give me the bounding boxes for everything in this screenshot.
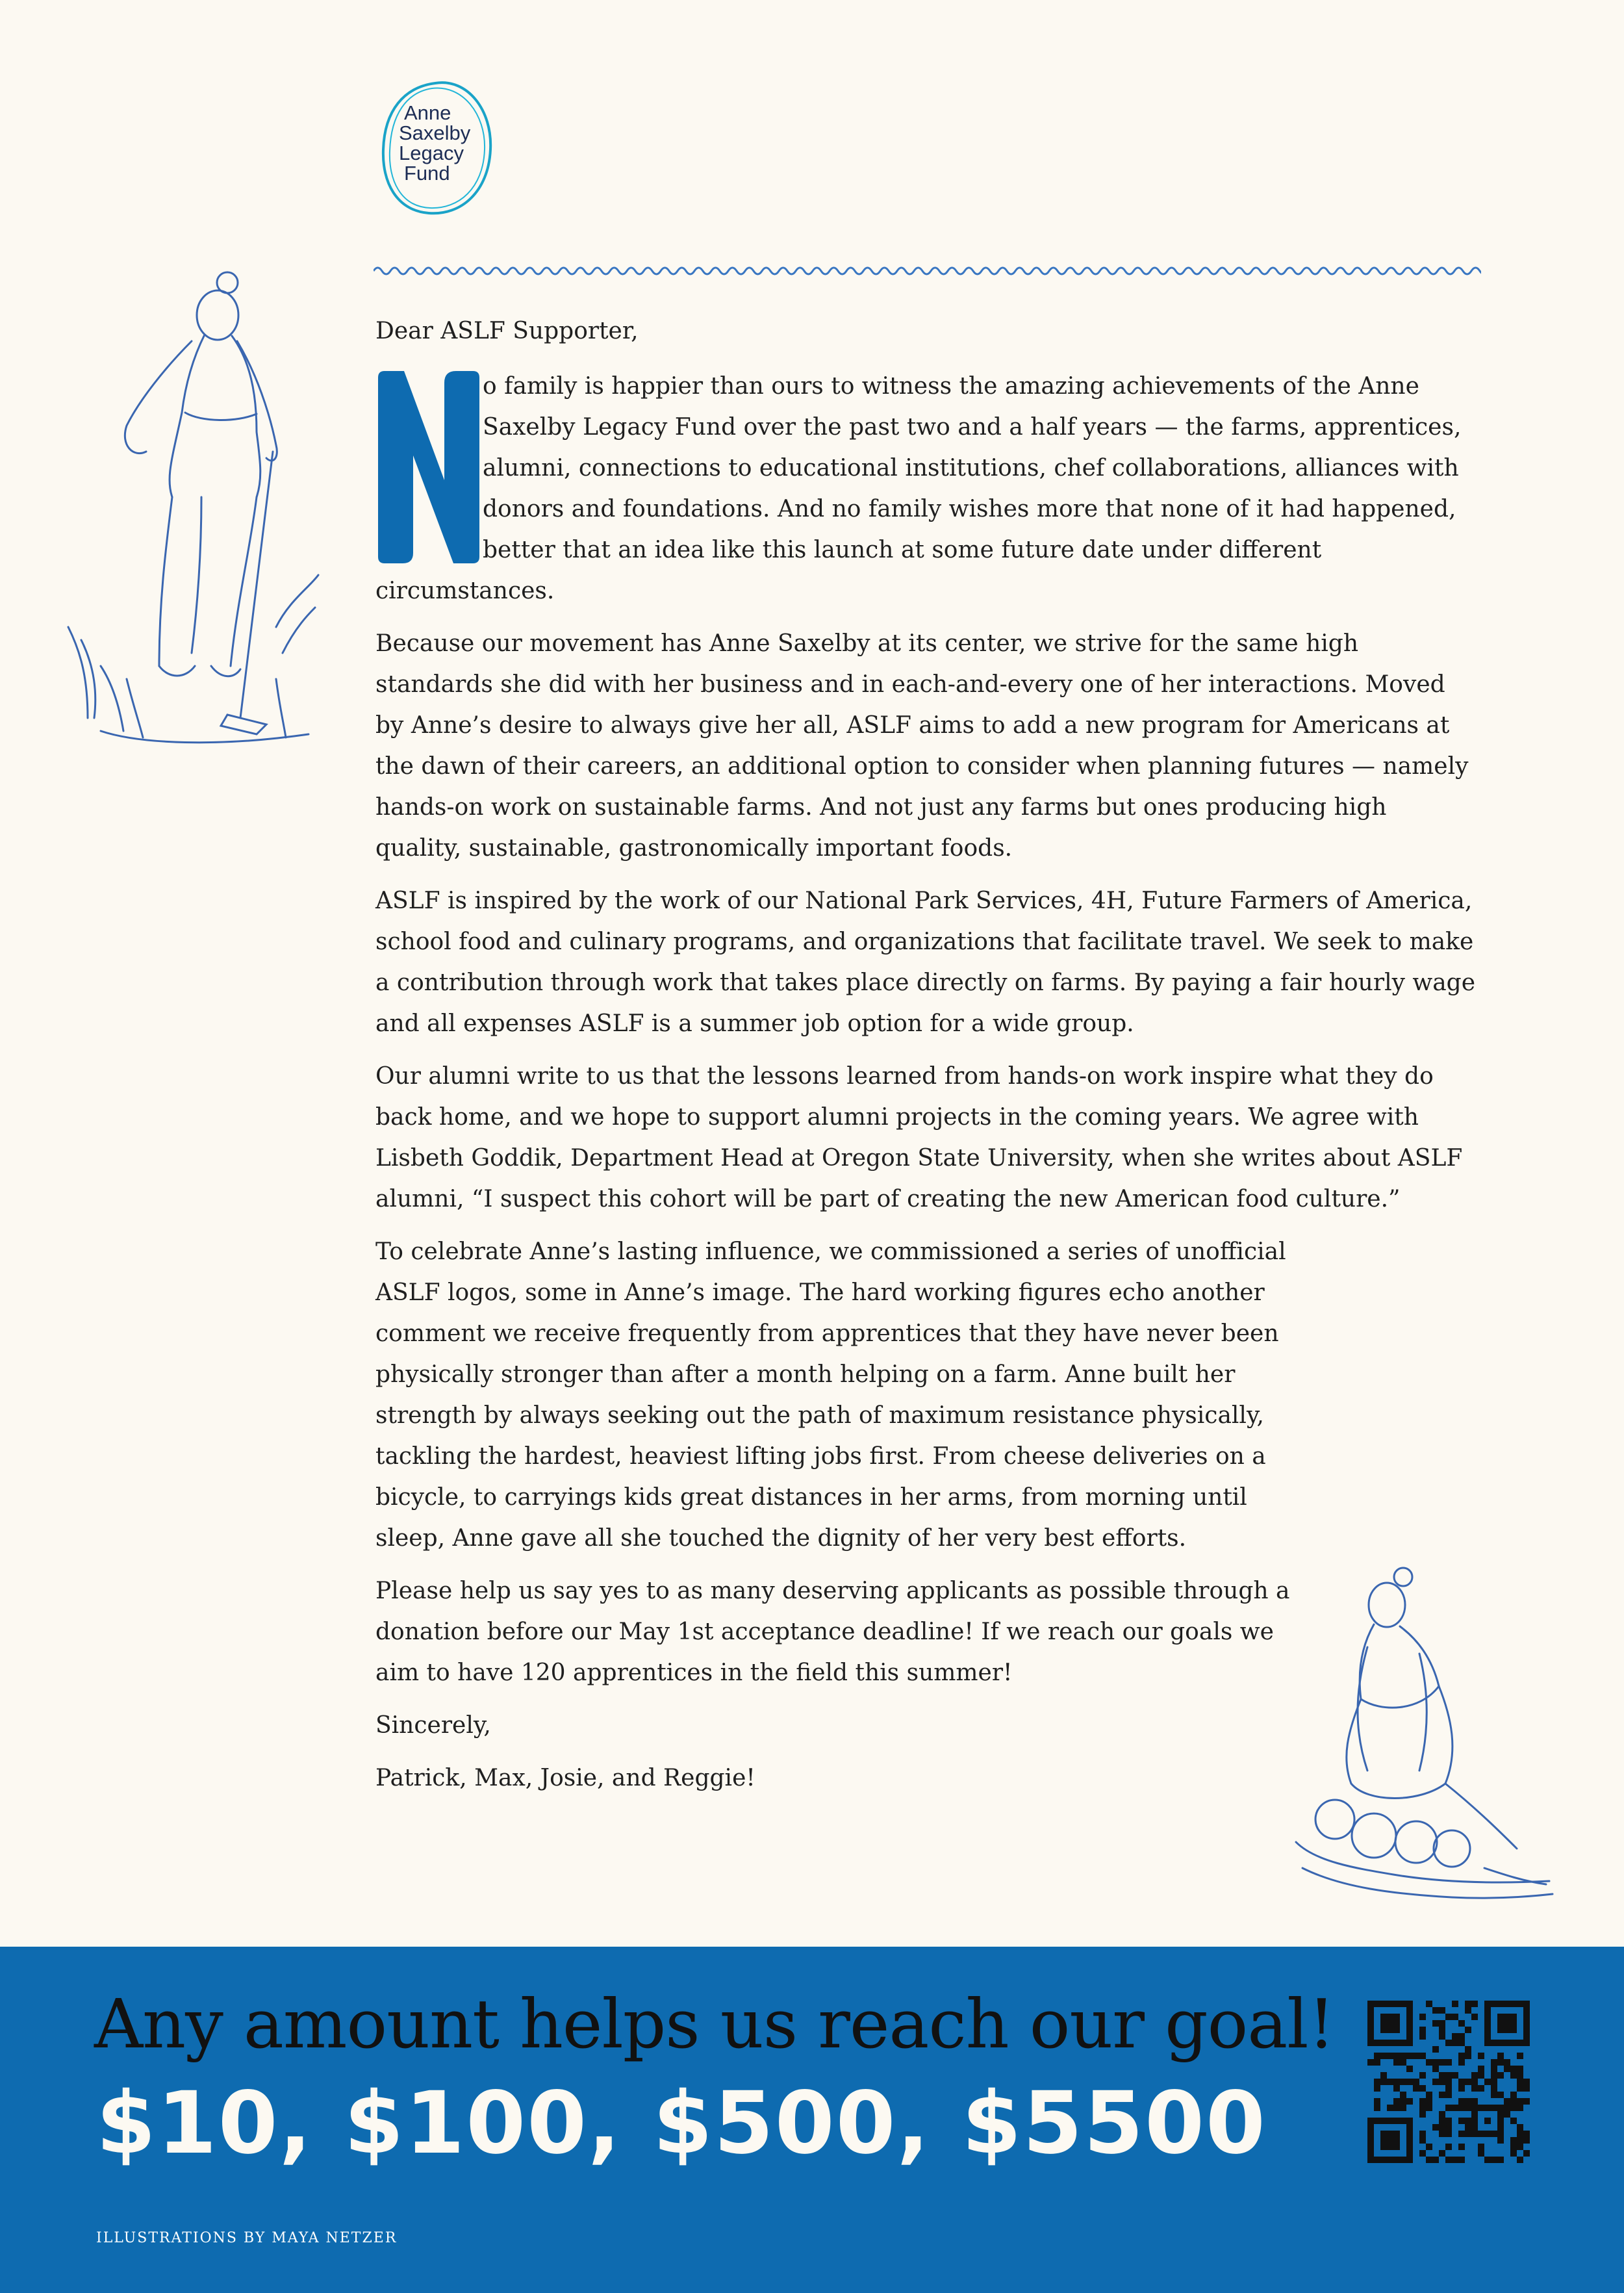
qr-module xyxy=(1523,2150,1530,2157)
qr-module xyxy=(1517,2157,1523,2163)
banner-headline: Any amount helps us reach our goal! xyxy=(94,1984,1335,2064)
qr-module xyxy=(1419,2053,1426,2059)
qr-module xyxy=(1484,2118,1491,2124)
qr-module xyxy=(1458,2085,1465,2092)
qr-module xyxy=(1374,2085,1380,2092)
qr-module xyxy=(1497,2014,1517,2033)
qr-module xyxy=(1491,2079,1497,2085)
qr-module xyxy=(1517,2137,1523,2144)
qr-module xyxy=(1497,2059,1504,2066)
qr-module xyxy=(1504,2111,1510,2118)
qr-module xyxy=(1484,2157,1491,2163)
qr-module xyxy=(1426,2059,1432,2066)
qr-module xyxy=(1367,2059,1374,2066)
qr-module xyxy=(1445,2157,1452,2163)
qr-module xyxy=(1419,2072,1426,2079)
qr-module xyxy=(1523,2098,1530,2105)
paragraph-5: To celebrate Anne’s lasting influence, we commissioned a series of unofficial ASLF logos, some in Anne’s image. The hard working figures echo another comment we receive frequently from apprentices that they have never been physically stronger than after a month helping on a farm. Anne built her strength by always seeking out the path of maximum resistance physically, tackling the hardest, heaviest lifting jobs first. From cheese deliveries on a bicycle, to carryings kids great distances in her arms, from morning until sleep, Anne gave all she touched the dignity of her very best efforts. xyxy=(375,1238,1286,1552)
qr-module xyxy=(1465,2118,1471,2124)
qr-module xyxy=(1419,2098,1426,2105)
qr-module xyxy=(1458,2118,1465,2124)
kneeling-gardener-illustration xyxy=(1289,1563,1556,1914)
qr-module xyxy=(1504,2066,1510,2072)
qr-module xyxy=(1445,2059,1452,2066)
qr-module xyxy=(1432,2079,1439,2085)
qr-module xyxy=(1432,2007,1439,2014)
qr-module xyxy=(1491,2072,1497,2079)
donation-amounts: $10, $100, $500, $5500 xyxy=(96,2073,1267,2173)
qr-module xyxy=(1393,2053,1400,2059)
qr-module xyxy=(1452,2157,1458,2163)
qr-module xyxy=(1393,2059,1400,2066)
qr-module xyxy=(1439,2072,1445,2079)
qr-module xyxy=(1413,2053,1419,2059)
qr-module xyxy=(1491,2059,1497,2066)
qr-module xyxy=(1419,2014,1426,2020)
qr-module xyxy=(1465,2007,1471,2014)
qr-module xyxy=(1491,2092,1497,2098)
qr-module xyxy=(1465,2098,1471,2105)
qr-module xyxy=(1478,2066,1484,2072)
qr-module xyxy=(1458,2144,1465,2150)
qr-module xyxy=(1465,2105,1471,2111)
qr-module xyxy=(1406,2053,1413,2059)
qr-module xyxy=(1445,2124,1452,2131)
qr-module xyxy=(1458,2079,1465,2085)
logo-line-1: Anne xyxy=(404,101,451,124)
qr-module xyxy=(1458,2033,1465,2040)
qr-module xyxy=(1497,2072,1504,2079)
qr-module xyxy=(1478,2072,1484,2079)
qr-module xyxy=(1445,2144,1452,2150)
qr-module xyxy=(1419,2027,1426,2033)
qr-module xyxy=(1517,2053,1523,2059)
qr-code[interactable] xyxy=(1367,2001,1530,2163)
qr-module xyxy=(1458,2053,1465,2059)
qr-module xyxy=(1387,2079,1393,2085)
qr-module xyxy=(1517,2098,1523,2105)
paragraph-4: Our alumni write to us that the lessons learned from hands-on work inspire what they do back home, and we hope to support alumni projects in the coming years. We agree with Lisbeth Goddik, Department Head at Oregon State University, when she writes about ASLF alumni, “I suspect this cohort will be part of creating the new American food culture.” xyxy=(375,1063,1463,1212)
qr-module xyxy=(1504,2098,1510,2105)
qr-module xyxy=(1419,2085,1426,2092)
logo-line-3: Legacy xyxy=(399,142,464,164)
closing: Sincerely, xyxy=(375,1712,491,1739)
salutation: Dear ASLF Supporter, xyxy=(375,318,639,344)
qr-module xyxy=(1497,2137,1504,2144)
qr-module xyxy=(1419,2111,1426,2118)
qr-module xyxy=(1393,2098,1400,2105)
qr-module xyxy=(1510,2072,1517,2079)
qr-module xyxy=(1523,2085,1530,2092)
qr-module xyxy=(1517,2124,1523,2131)
qr-module xyxy=(1465,2124,1471,2131)
qr-module xyxy=(1445,2014,1452,2020)
qr-module xyxy=(1439,2118,1445,2124)
qr-module xyxy=(1517,2144,1523,2150)
qr-module xyxy=(1432,2124,1439,2131)
illustration-credit: ILLUSTRATIONS BY MAYA NETZER xyxy=(96,2230,398,2246)
qr-module xyxy=(1445,2118,1452,2124)
qr-module xyxy=(1426,2001,1432,2007)
qr-module xyxy=(1523,2131,1530,2137)
qr-module xyxy=(1413,2085,1419,2092)
qr-module xyxy=(1432,2059,1439,2066)
paragraph-6: Please help us say yes to as many deserving applicants as possible through a donation before our May 1st acceptance deadline! If we reach our goals we aim to have 120 apprentices in the field this summer! xyxy=(375,1578,1290,1686)
qr-module xyxy=(1517,2105,1523,2111)
qr-module xyxy=(1380,2014,1400,2033)
qr-module xyxy=(1445,2085,1452,2092)
qr-module xyxy=(1510,2066,1517,2072)
qr-module xyxy=(1374,2079,1380,2085)
qr-module xyxy=(1380,2131,1400,2150)
paragraph-3: ASLF is inspired by the work of our National Park Services, 4H, Future Farmers of America, school food and culinary programs, and organizations that facilitate travel. We seek to make a contribution through work that takes place directly on farms. By paying a fair hourly wage and all expenses ASLF is a summer job option for a wide group. xyxy=(375,888,1476,1037)
qr-module xyxy=(1452,2014,1458,2020)
qr-module xyxy=(1419,2131,1426,2137)
qr-module xyxy=(1445,2131,1452,2137)
drop-cap-letter xyxy=(375,370,483,565)
qr-module xyxy=(1497,2053,1504,2059)
qr-module xyxy=(1400,2105,1406,2111)
qr-module xyxy=(1439,2059,1445,2066)
qr-module xyxy=(1497,2092,1504,2098)
qr-module xyxy=(1452,2072,1458,2079)
qr-module xyxy=(1471,2001,1478,2007)
qr-module xyxy=(1510,2137,1517,2144)
qr-module xyxy=(1393,2105,1400,2111)
qr-module xyxy=(1478,2053,1484,2059)
qr-module xyxy=(1523,2137,1530,2144)
signature: Patrick, Max, Josie, and Reggie! xyxy=(375,1765,755,1791)
paragraph-1: o family is happier than ours to witness the amazing achievements of the Anne Saxelby Legacy Fund over the past two and a half years — the farms, apprentices, alumni, connections to educational institutions, chef collaborations, alliances with donors and foundations. And no family wishes more that none of it had happened, better that an idea like this launch at some future date under different circumstances. xyxy=(375,373,1462,604)
wave-divider xyxy=(374,261,1481,281)
qr-module xyxy=(1439,2092,1445,2098)
qr-module xyxy=(1510,2144,1517,2150)
qr-module xyxy=(1491,2066,1497,2072)
qr-module xyxy=(1452,2033,1458,2040)
qr-module xyxy=(1439,2079,1445,2085)
qr-module xyxy=(1445,2105,1452,2111)
qr-module xyxy=(1439,2033,1445,2040)
qr-module xyxy=(1465,2001,1471,2007)
qr-module xyxy=(1439,2150,1445,2157)
qr-module xyxy=(1452,2105,1458,2111)
qr-module xyxy=(1419,2105,1426,2111)
qr-module xyxy=(1523,2079,1530,2085)
qr-module xyxy=(1452,2001,1458,2007)
qr-module xyxy=(1517,2066,1523,2072)
qr-module xyxy=(1445,2040,1452,2046)
qr-module xyxy=(1478,2150,1484,2157)
qr-module xyxy=(1432,2020,1439,2027)
qr-module xyxy=(1439,2027,1445,2033)
qr-module xyxy=(1510,2105,1517,2111)
qr-module xyxy=(1445,2072,1452,2079)
qr-module xyxy=(1432,2157,1439,2163)
qr-module xyxy=(1374,2105,1380,2111)
qr-module xyxy=(1458,2131,1465,2137)
qr-module xyxy=(1491,2085,1497,2092)
donation-banner xyxy=(0,1947,1624,2293)
qr-module xyxy=(1478,2144,1484,2150)
qr-module xyxy=(1458,2157,1465,2163)
qr-module xyxy=(1426,2092,1432,2098)
qr-module xyxy=(1471,2079,1478,2085)
qr-module xyxy=(1413,2079,1419,2085)
qr-module xyxy=(1510,2118,1517,2124)
qr-module xyxy=(1380,2079,1387,2085)
qr-module xyxy=(1374,2053,1380,2059)
qr-module xyxy=(1517,2085,1523,2092)
qr-module xyxy=(1439,2020,1445,2027)
qr-module xyxy=(1458,2020,1465,2027)
qr-module xyxy=(1426,2157,1432,2163)
qr-module xyxy=(1400,2059,1406,2066)
qr-module xyxy=(1504,2105,1510,2111)
qr-module xyxy=(1445,2092,1452,2098)
qr-module xyxy=(1445,2079,1452,2085)
qr-module xyxy=(1458,2105,1465,2111)
qr-module xyxy=(1374,2059,1380,2066)
qr-module xyxy=(1406,2079,1413,2085)
qr-module xyxy=(1380,2072,1387,2079)
qr-module xyxy=(1517,2079,1523,2085)
qr-module xyxy=(1439,2111,1445,2118)
qr-module xyxy=(1517,2131,1523,2137)
qr-module xyxy=(1471,2072,1478,2079)
qr-module xyxy=(1439,2124,1445,2131)
qr-module xyxy=(1393,2079,1400,2085)
qr-module xyxy=(1419,2033,1426,2040)
qr-module xyxy=(1419,2150,1426,2157)
paragraph-2: Because our movement has Anne Saxelby at its center, we strive for the same high standards she did with her business and in each-and-every one of her interactions. Moved by Anne’s desire to always give her all, ASLF aims to add a new program for Americans at the dawn of their careers, an additional option to consider when planning futures — namely hands-on work on sustainable farms. And not just any farms but ones producing high quality, sustainable, gastronomically important foods. xyxy=(375,630,1469,862)
qr-module xyxy=(1510,2092,1517,2098)
qr-module xyxy=(1426,2098,1432,2105)
qr-module xyxy=(1400,2053,1406,2059)
qr-module xyxy=(1478,2085,1484,2092)
logo-line-4: Fund xyxy=(404,162,450,185)
qr-module xyxy=(1387,2053,1393,2059)
qr-module xyxy=(1471,2098,1478,2105)
qr-module xyxy=(1439,2007,1445,2014)
qr-module xyxy=(1491,2157,1497,2163)
qr-module xyxy=(1393,2085,1400,2092)
qr-module xyxy=(1387,2105,1393,2111)
qr-module xyxy=(1465,2046,1471,2053)
qr-module xyxy=(1458,2098,1465,2105)
qr-module xyxy=(1517,2072,1523,2079)
qr-module xyxy=(1510,2098,1517,2105)
qr-module xyxy=(1471,2014,1478,2020)
qr-module xyxy=(1432,2046,1439,2053)
qr-module xyxy=(1504,2059,1510,2066)
qr-module xyxy=(1426,2144,1432,2150)
qr-module xyxy=(1452,2040,1458,2046)
qr-module xyxy=(1458,2040,1465,2046)
qr-module xyxy=(1406,2066,1413,2072)
qr-module xyxy=(1465,2027,1471,2033)
qr-module xyxy=(1426,2105,1432,2111)
qr-module xyxy=(1439,2131,1445,2137)
qr-module xyxy=(1465,2053,1471,2059)
qr-module xyxy=(1458,2059,1465,2066)
qr-module xyxy=(1380,2053,1387,2059)
qr-module xyxy=(1419,2137,1426,2144)
qr-module xyxy=(1484,2079,1491,2085)
qr-module xyxy=(1465,2131,1471,2137)
qr-module xyxy=(1465,2079,1471,2085)
logo-line-2: Saxelby xyxy=(399,122,471,144)
qr-module xyxy=(1406,2098,1413,2105)
fund-logo xyxy=(364,71,507,227)
qr-module xyxy=(1400,2098,1406,2105)
qr-module xyxy=(1374,2098,1380,2105)
gardener-illustration xyxy=(62,263,322,770)
qr-module xyxy=(1471,2085,1478,2092)
qr-module xyxy=(1400,2092,1406,2098)
qr-module xyxy=(1432,2066,1439,2072)
qr-module xyxy=(1497,2157,1504,2163)
qr-module xyxy=(1510,2150,1517,2157)
qr-module xyxy=(1400,2079,1406,2085)
